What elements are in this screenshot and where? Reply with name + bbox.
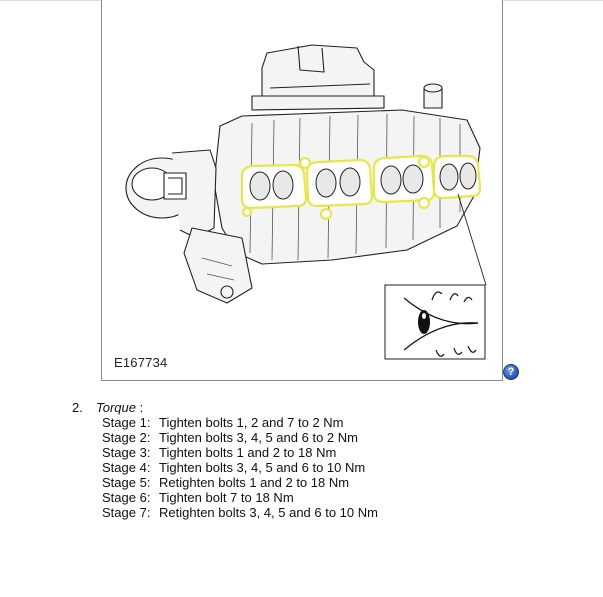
stage-instruction: Tighten bolts 3, 4, 5 and 6 to 2 Nm [159, 430, 358, 445]
stage-instruction: Retighten bolts 1 and 2 to 18 Nm [159, 475, 350, 490]
stage-label: Stage 6: [102, 490, 151, 505]
stage-instruction: Tighten bolts 1, 2 and 7 to 2 Nm [159, 415, 344, 430]
stage-instruction: Tighten bolts 1 and 2 to 18 Nm [159, 445, 337, 460]
torque-stage [102, 430, 378, 445]
stage-label: Stage 5: [102, 475, 151, 490]
stage-instruction: Tighten bolt 7 to 18 Nm [159, 490, 294, 505]
stage-label: Stage 1: [102, 415, 151, 430]
torque-stage [102, 445, 378, 460]
stage-instruction: Tighten bolts 3, 4, 5 and 6 to 10 Nm [159, 460, 366, 475]
torque-stage [102, 415, 378, 430]
step-title-text: Torque [96, 400, 136, 415]
torque-stage [102, 475, 378, 490]
stage-label: Stage 3: [102, 445, 151, 460]
stage-label: Stage 2: [102, 430, 151, 445]
torque-stage-list [102, 415, 378, 520]
step-title [96, 400, 143, 415]
torque-stage [102, 490, 378, 505]
figure-id: E167734 [114, 355, 168, 370]
torque-stage [102, 460, 378, 475]
help-button[interactable]: ? [503, 364, 519, 380]
torque-stage [102, 505, 378, 520]
stage-label: Stage 4: [102, 460, 151, 475]
step-title-suffix: : [136, 400, 144, 415]
stage-instruction: Retighten bolts 3, 4, 5 and 6 to 10 Nm [159, 505, 378, 520]
step-number: 2. [72, 400, 83, 415]
figure-frame [101, 0, 503, 381]
stage-label: Stage 7: [102, 505, 151, 520]
intake-manifold-illustration [102, 0, 504, 381]
